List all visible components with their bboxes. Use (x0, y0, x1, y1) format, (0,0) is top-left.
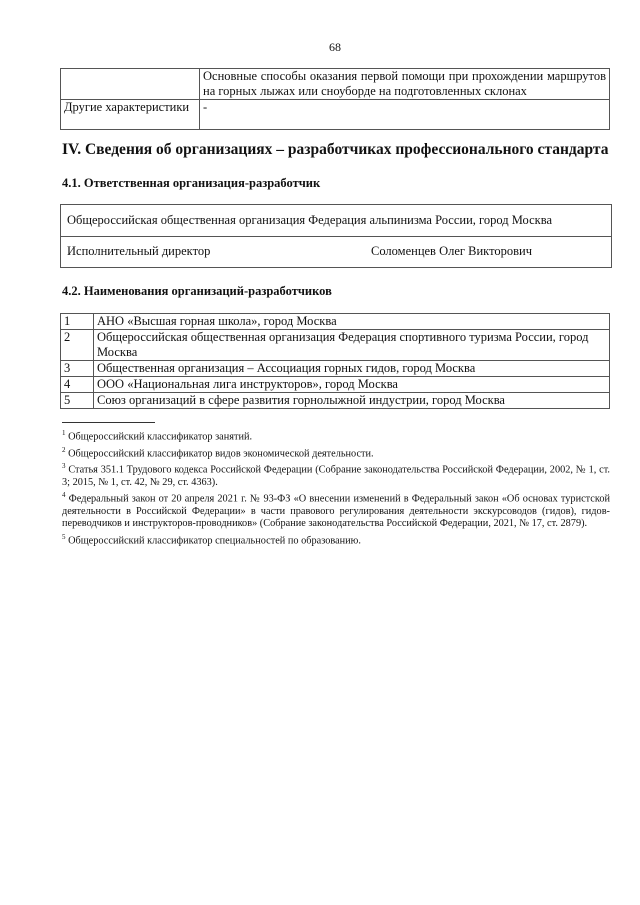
footnote: $^4$ Федеральный закон от 20 апреля 2021 г. № 93-ФЗ «О внесении изменений в Федеральный закон «Об основах туристской деятельности в Российской Федерации» в части правового регулирования деятельности экскурсоводов (гидов), гидов-переводчиков и инструкторов-проводников» (Собрание законодательства Российской Федерации, 2021, № 17, ст. 2879). (62, 491, 610, 530)
footnote: $^5$ Общероссийский классификатор специальностей по образованию. (62, 532, 361, 547)
subsection-title-4-1: 4.1. Ответственная организация-разработчик (62, 176, 321, 190)
characteristics-table (60, 68, 610, 130)
footnotes (62, 427, 610, 547)
developers-table (60, 313, 610, 409)
table-row (61, 393, 610, 409)
row-number: 1 (61, 314, 94, 330)
row-number: 5 (61, 393, 94, 409)
page-number: 68 (329, 40, 341, 54)
row-number: 4 (61, 377, 94, 393)
footnote: $^2$ Общероссийский классификатор видов экономической деятельности. (62, 445, 374, 460)
org-name: Общественная организация – Ассоциация горных гидов, город Москва (94, 361, 610, 377)
row-number: 3 (61, 361, 94, 377)
table-row (61, 361, 610, 377)
subsection-title-4-2: 4.2. Наименования организаций-разработчиков (62, 284, 332, 298)
org-name: Общероссийская общественная организация Федерация спортивного туризма России, город Москва (94, 330, 610, 361)
position: Исполнительный директор (67, 244, 211, 258)
row-label (61, 69, 200, 100)
org-name: Общероссийская общественная организация Федерация альпинизма России, город Москва (67, 213, 552, 227)
footnote: $^1$ Общероссийский классификатор занятий. (62, 429, 253, 443)
org-name: АНО «Высшая горная школа», город Москва (94, 314, 610, 330)
org-name: ООО «Национальная лига инструкторов», город Москва (94, 377, 610, 393)
table-row (61, 69, 610, 100)
footnote-rule (62, 422, 155, 423)
footnote: $^3$ Статья 351.1 Трудового кодекса Российской Федерации (Собрание законодательства Российской Федерации, 2002, № 1, ст. 3; 2015, № 1, ст. 42, № 29, ст. 4363). (62, 462, 611, 489)
row-number: 2 (61, 330, 94, 361)
section-title: IV. Сведения об организациях – разработчиках профессионального стандарта (62, 141, 609, 158)
table-row (61, 314, 610, 330)
org-name: Союз организаций в сфере развития горнолыжной индустрии, город Москва (94, 393, 610, 409)
table-row (61, 330, 610, 361)
responsible-org-box (60, 204, 612, 268)
row-value: - (200, 100, 610, 130)
divider (61, 236, 611, 237)
table-row (61, 377, 610, 393)
row-value: Основные способы оказания первой помощи при прохождении маршрутов на горных лыжах или сноуборде на подготовленных склонах (200, 69, 610, 100)
person-name: Соломенцев Олег Викторович (371, 244, 533, 258)
table-row (61, 100, 610, 130)
row-label: Другие характеристики (61, 100, 200, 130)
